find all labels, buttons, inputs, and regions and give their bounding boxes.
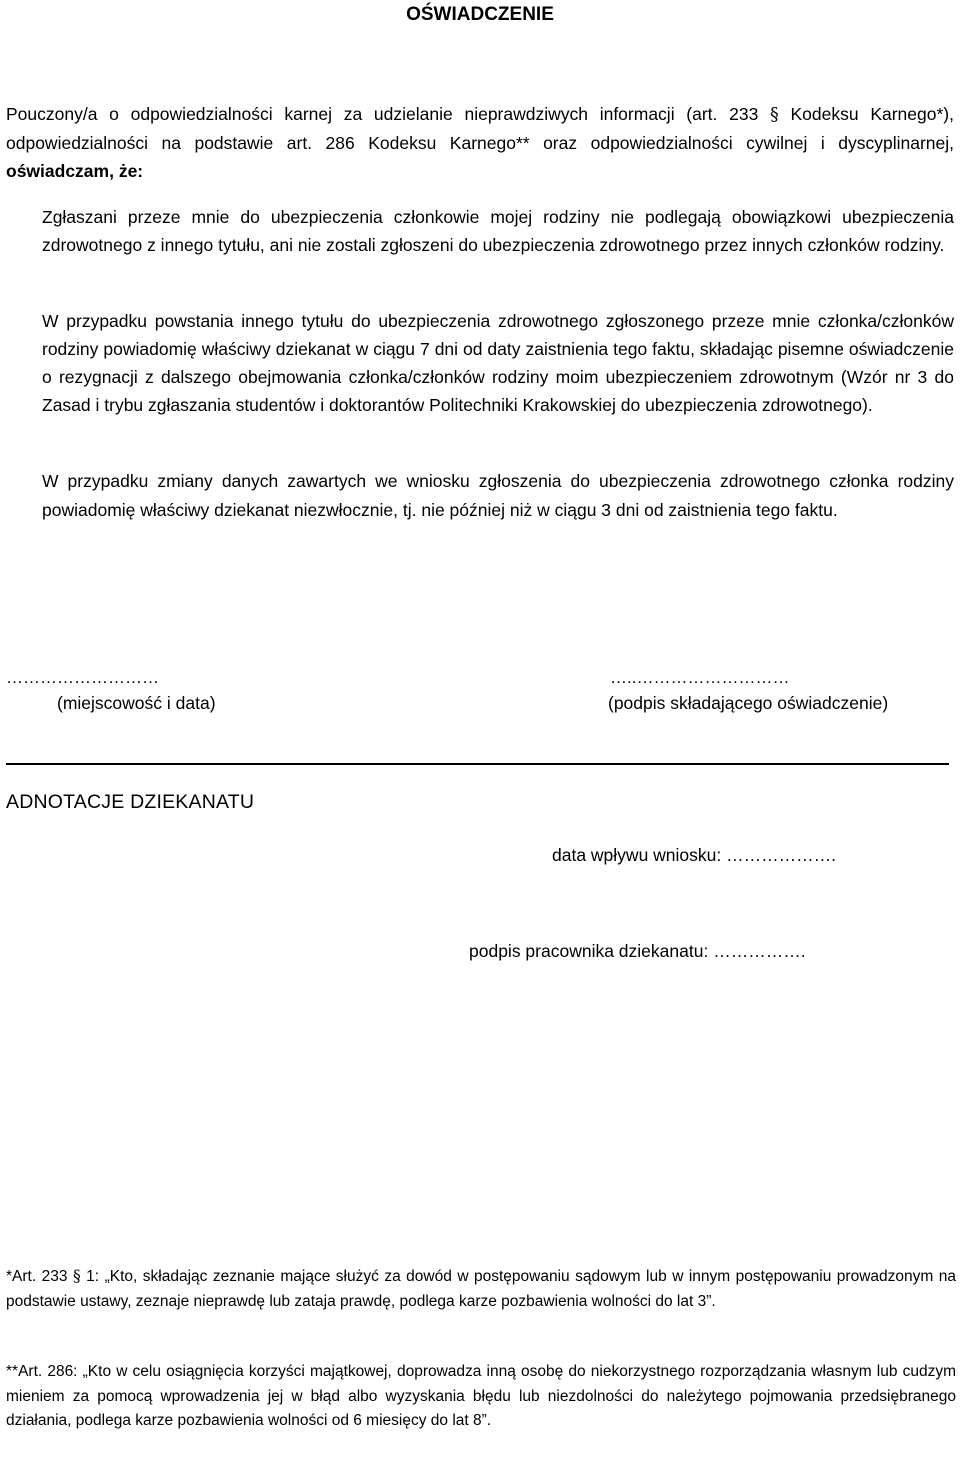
list-item xyxy=(6,203,954,259)
intro-text-b: Kodeksu Karnego*), odpowiedzialności na podstawie art. 286 Kodeksu Karnego** oraz odpowiedzialności cywilnej i dyscyplinarnej, xyxy=(6,104,954,153)
item-text: W przypadku zmiany danych zawartych we wniosku zgłoszenia do ubezpieczenia zdrowotnego członka rodziny powiadomię właściwy dziekanat niezwłocznie, tj. nie później niż w ciągu 3 dni od zaistnienia tego faktu. xyxy=(42,471,954,520)
received-date-dots: ………………. xyxy=(726,845,836,865)
place-date-dots: ……………………… xyxy=(6,668,159,687)
footnote-art-233 xyxy=(6,1264,956,1314)
footnote-233-b: 1: „Kto, składając zeznanie mające służyć za dowód w postępowaniu sądowym lub w innym postępowaniu prowadzonym na podstawie ustawy, zeznaje nieprawdę lub zataja prawdę, podlega karze pozbawienia wolności do lat 3”. xyxy=(6,1268,956,1310)
divider-line xyxy=(6,763,949,765)
page-title: OŚWIADCZENIE xyxy=(406,4,554,25)
item-text: W przypadku powstania innego tytułu do ubezpieczenia zdrowotnego zgłoszonego przeze mnie członka/członków rodziny powiadomię właściwy dziekanat w ciągu 7 dni od daty zaistnienia tego faktu, składając pisemne oświadczenie o rezygnacji z dalszego obejmowania członka/członków rodziny moim ubezpieczeniem zdrowotnym (Wzór nr 3 do Zasad i trybu zgłaszania studentów i doktorantów Politechniki Krakowskiej do ubezpieczenia zdrowotnego). xyxy=(42,311,954,415)
item-text: Zgłaszani przeze mnie do ubezpieczenia członkowie mojej rodziny nie podlegają obowiązkowi ubezpieczenia zdrowotnego z innego tytułu, ani nie zostali zgłoszeni do ubezpieczenia zdrowotnego przez innych członków rodziny. xyxy=(42,207,954,255)
place-date-label: (miejscowość i data) xyxy=(57,693,216,713)
staff-signature-dots: ……………. xyxy=(713,941,806,961)
signature-label: (podpis składającego oświadczenie) xyxy=(608,693,889,713)
intro-text-a: Pouczony/a o odpowiedzialności karnej za udzielanie nieprawdziwych informacji (art. 233 xyxy=(6,104,771,124)
received-date-label: data wpływu wniosku: xyxy=(552,845,727,865)
item-number xyxy=(6,307,42,335)
list-item xyxy=(6,467,954,524)
intro-declare-bold: oświadczam, że: xyxy=(6,161,144,181)
list-item xyxy=(6,307,954,419)
footnote-233-a: *Art. 233 xyxy=(6,1268,73,1285)
footnote-art-286: **Art. 286: „Kto w celu osiągnięcia korzyści majątkowej, doprowadza inną osobę do niekorzystnego rozporządzania własnym lub cudzym mieniem za pomocą wprowadzenia jej w błąd albo wyzyskania błędu lub niezdolności do należytego pojmowania przedsiębranego działania, podlega karze pozbawienia wolności od 6 miesięcy do lat 8”. xyxy=(6,1363,956,1429)
signature-dots: …..……………………… xyxy=(610,668,790,687)
footnote-section-sign: § xyxy=(72,1267,81,1285)
section-sign: § xyxy=(770,105,779,125)
item-number xyxy=(6,468,42,496)
received-date-field xyxy=(552,845,836,866)
intro-paragraph xyxy=(6,100,954,185)
dean-office-heading: ADNOTACJE DZIEKANATU xyxy=(6,791,255,813)
staff-signature-label: podpis pracownika dziekanatu: xyxy=(469,941,714,961)
staff-signature-field xyxy=(469,941,806,962)
item-number xyxy=(6,203,42,231)
